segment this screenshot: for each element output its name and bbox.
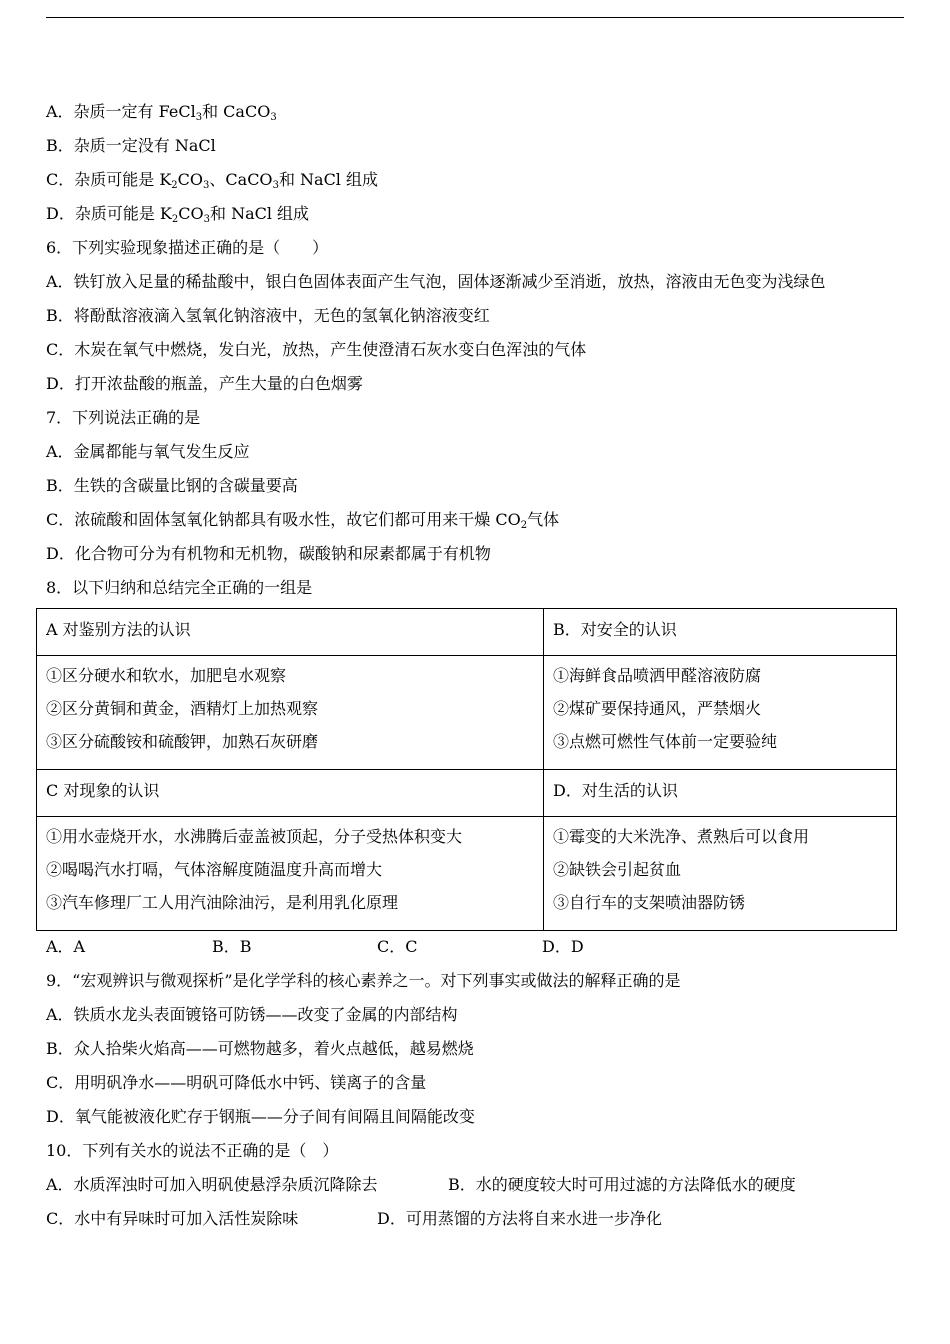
q9-option-d: D．氧气能被液化贮存于钢瓶——分子间有间隔且间隔能改变 xyxy=(46,1107,475,1126)
table-cell-a-items: ①区分硬水和软水，加肥皂水观察 ②区分黄铜和黄金，酒精灯上加热观察 ③区分硫酸铵和硫酸钾，加熟石灰研磨 xyxy=(37,656,544,770)
q6-option-c: C．木炭在氧气中燃烧，发白光，放热，产生使澄清石灰水变白色浑浊的气体 xyxy=(46,340,587,359)
q10-option-d: D．可用蒸馏的方法将自来水进一步净化 xyxy=(377,1209,662,1228)
q8-option-d: D．D xyxy=(542,937,584,956)
table-cell-d-items: ①霉变的大米洗净、煮熟后可以食用 ②缺铁会引起贫血 ③自行车的支架喷油器防锈 xyxy=(544,817,897,931)
q8-option-b: B．B xyxy=(212,937,252,956)
table-cell-b-head: B．对安全的认识 xyxy=(544,609,897,656)
q6-option-b: B．将酚酞溶液滴入氢氧化钠溶液中，无色的氢氧化钠溶液变红 xyxy=(46,306,490,325)
q9-option-c: C．用明矾净水——明矾可降低水中钙、镁离子的含量 xyxy=(46,1073,427,1092)
q8-option-a: A．A xyxy=(46,937,86,956)
table-cell-b-items: ①海鲜食品喷洒甲醛溶液防腐 ②煤矿要保持通风，严禁烟火 ③点燃可燃性气体前一定要验纯 xyxy=(544,656,897,770)
q8-option-c: C．C xyxy=(377,937,418,956)
q5-option-c: C．杂质可能是 $K_2CO_3$、CaCO$_3$和 NaCl 组成 xyxy=(46,170,379,191)
q5-option-d: D．杂质可能是 $K_2CO_3$和 NaCl 组成 xyxy=(46,204,310,225)
q6-option-a: A．铁钉放入足量的稀盐酸中，银白色固体表面产生气泡，固体逐渐减少至消逝，放热，溶液由无色变为浅绿色 xyxy=(46,272,826,291)
q9-stem: 9．“宏观辨识与微观探析”是化学学科的核心素养之一。对下列事实或做法的解释正确的是 xyxy=(46,971,681,990)
q8-stem: 8．以下归纳和总结完全正确的一组是 xyxy=(46,578,313,597)
header-rule xyxy=(46,17,904,18)
q10-option-b: B．水的硬度较大时可用过滤的方法降低水的硬度 xyxy=(448,1175,796,1194)
table-cell-c-head: C 对现象的认识 xyxy=(37,770,544,817)
table-cell-a-head: A 对鉴别方法的认识 xyxy=(37,609,544,656)
q7-stem: 7．下列说法正确的是 xyxy=(46,408,201,427)
table-cell-c-items: ①用水壶烧开水，水沸腾后壶盖被顶起，分子受热体积变大 ②喝喝汽水打嗝，气体溶解度随温度升高而增大 ③汽车修理厂工人用汽油除油污，是利用乳化原理 xyxy=(37,817,544,931)
q6-option-d: D．打开浓盐酸的瓶盖，产生大量的白色烟雾 xyxy=(46,374,363,393)
table-cell-d-head: D．对生活的认识 xyxy=(544,770,897,817)
q8-summary-table xyxy=(36,608,897,931)
q7-option-d: D．化合物可分为有机物和无机物，碳酸钠和尿素都属于有机物 xyxy=(46,544,491,563)
q7-option-c: C．浓硫酸和固体氢氧化钠都具有吸水性，故它们都可用来干燥 $CO_2$气体 xyxy=(46,510,560,531)
q10-option-a: A．水质浑浊时可加入明矾使悬浮杂质沉降除去 xyxy=(46,1175,378,1194)
q6-stem: 6．下列实验现象描述正确的是（ ） xyxy=(46,238,329,257)
q10-stem: 10．下列有关水的说法不正确的是（ ） xyxy=(46,1141,339,1160)
q9-option-a: A．铁质水龙头表面镀铬可防锈——改变了金属的内部结构 xyxy=(46,1005,458,1024)
q9-option-b: B．众人拾柴火焰高——可燃物越多，着火点越低，越易燃烧 xyxy=(46,1039,474,1058)
q5-option-b: B．杂质一定没有 NaCl xyxy=(46,136,216,155)
q7-option-a: A．金属都能与氧气发生反应 xyxy=(46,442,250,461)
q7-option-b: B．生铁的含碳量比钢的含碳量要高 xyxy=(46,476,298,495)
q10-option-c: C．水中有异味时可加入活性炭除味 xyxy=(46,1209,299,1228)
q5-option-a: A．杂质一定有 FeCl$_3$和 CaCO$_3$ xyxy=(46,102,277,123)
